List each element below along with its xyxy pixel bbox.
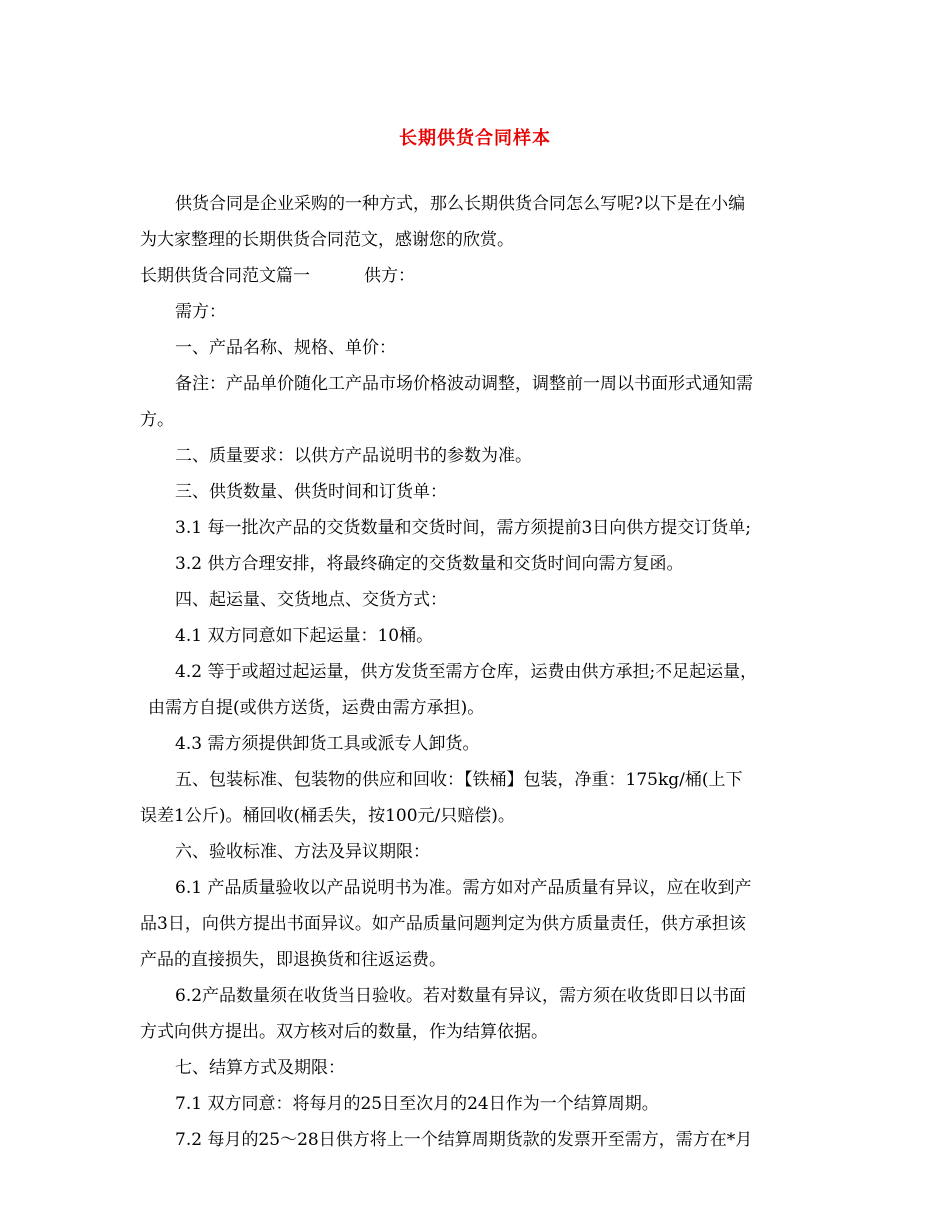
clause-heading: 五、包装标准、包装物的供应和回收：【铁桶】包装，净重：175kg/桶(上下 bbox=[175, 770, 743, 790]
section-heading-line bbox=[140, 265, 415, 287]
document-title: 长期供货合同样本 bbox=[399, 128, 551, 149]
clause-item: 7.1 双方同意：将每月的25日至次月的24日作为一个结算周期。 bbox=[175, 1094, 659, 1114]
paragraph-line: 误差1公斤)。桶回收(桶丢失，按100元/只赔偿)。 bbox=[140, 806, 515, 826]
paragraph-line: 由需方自提(或供方送货，运费由需方承担)。 bbox=[148, 698, 485, 718]
clause-item: 4.3 需方须提供卸货工具或派专人卸货。 bbox=[175, 734, 480, 754]
clause-item: 4.1 双方同意如下起运量：10桶。 bbox=[175, 626, 434, 646]
clause-heading: 二、质量要求：以供方产品说明书的参数为准。 bbox=[175, 446, 532, 466]
clause-item: 6.1 产品质量验收以产品说明书为准。需方如对产品质量有异议，应在收到产 bbox=[175, 878, 752, 898]
clause-heading: 六、验收标准、方法及异议期限： bbox=[175, 842, 430, 862]
paragraph-line: 产品的直接损失，即退换货和往返运费。 bbox=[140, 950, 446, 970]
paragraph-line: 供货合同是企业采购的一种方式，那么长期供货合同怎么写呢?以下是在小编 bbox=[175, 194, 746, 214]
clause-item: 4.2 等于或超过起运量，供方发货至需方仓库，运费由供方承担;不足起运量， bbox=[175, 662, 758, 682]
clause-heading: 四、起运量、交货地点、交货方式： bbox=[175, 590, 447, 610]
section-heading: 长期供货合同范文篇一 bbox=[140, 266, 310, 286]
clause-heading: 七、结算方式及期限： bbox=[175, 1058, 345, 1078]
paragraph-line: 为大家整理的长期供货合同范文，感谢您的欣赏。 bbox=[140, 230, 514, 250]
clause-heading: 一、产品名称、规格、单价： bbox=[175, 338, 396, 358]
paragraph-line: 方式向供方提出。双方核对后的数量，作为结算依据。 bbox=[140, 1022, 548, 1042]
paragraph-line: 备注：产品单价随化工产品市场价格波动调整，调整前一周以书面形式通知需 bbox=[175, 374, 753, 394]
paragraph-line: 方。 bbox=[140, 410, 174, 430]
supplier-label: 供方： bbox=[364, 266, 415, 286]
clause-item: 7.2 每月的25～28日供方将上一个结算周期货款的发票开至需方，需方在*月 bbox=[175, 1130, 753, 1150]
clause-heading: 三、供货数量、供货时间和订货单： bbox=[175, 482, 447, 502]
clause-item: 3.2 供方合理安排，将最终确定的交货数量和交货时间向需方复函。 bbox=[175, 554, 684, 574]
clause-item: 6.2产品数量须在收货当日验收。若对数量有异议，需方须在收货即日以书面 bbox=[175, 986, 747, 1006]
clause-item: 3.1 每一批次产品的交货数量和交货时间，需方须提前3日向供方提交订货单; bbox=[175, 518, 751, 538]
buyer-label: 需方： bbox=[175, 302, 226, 322]
paragraph-line: 品3日，向供方提出书面异议。如产品质量问题判定为供方质量责任，供方承担该 bbox=[140, 914, 746, 934]
